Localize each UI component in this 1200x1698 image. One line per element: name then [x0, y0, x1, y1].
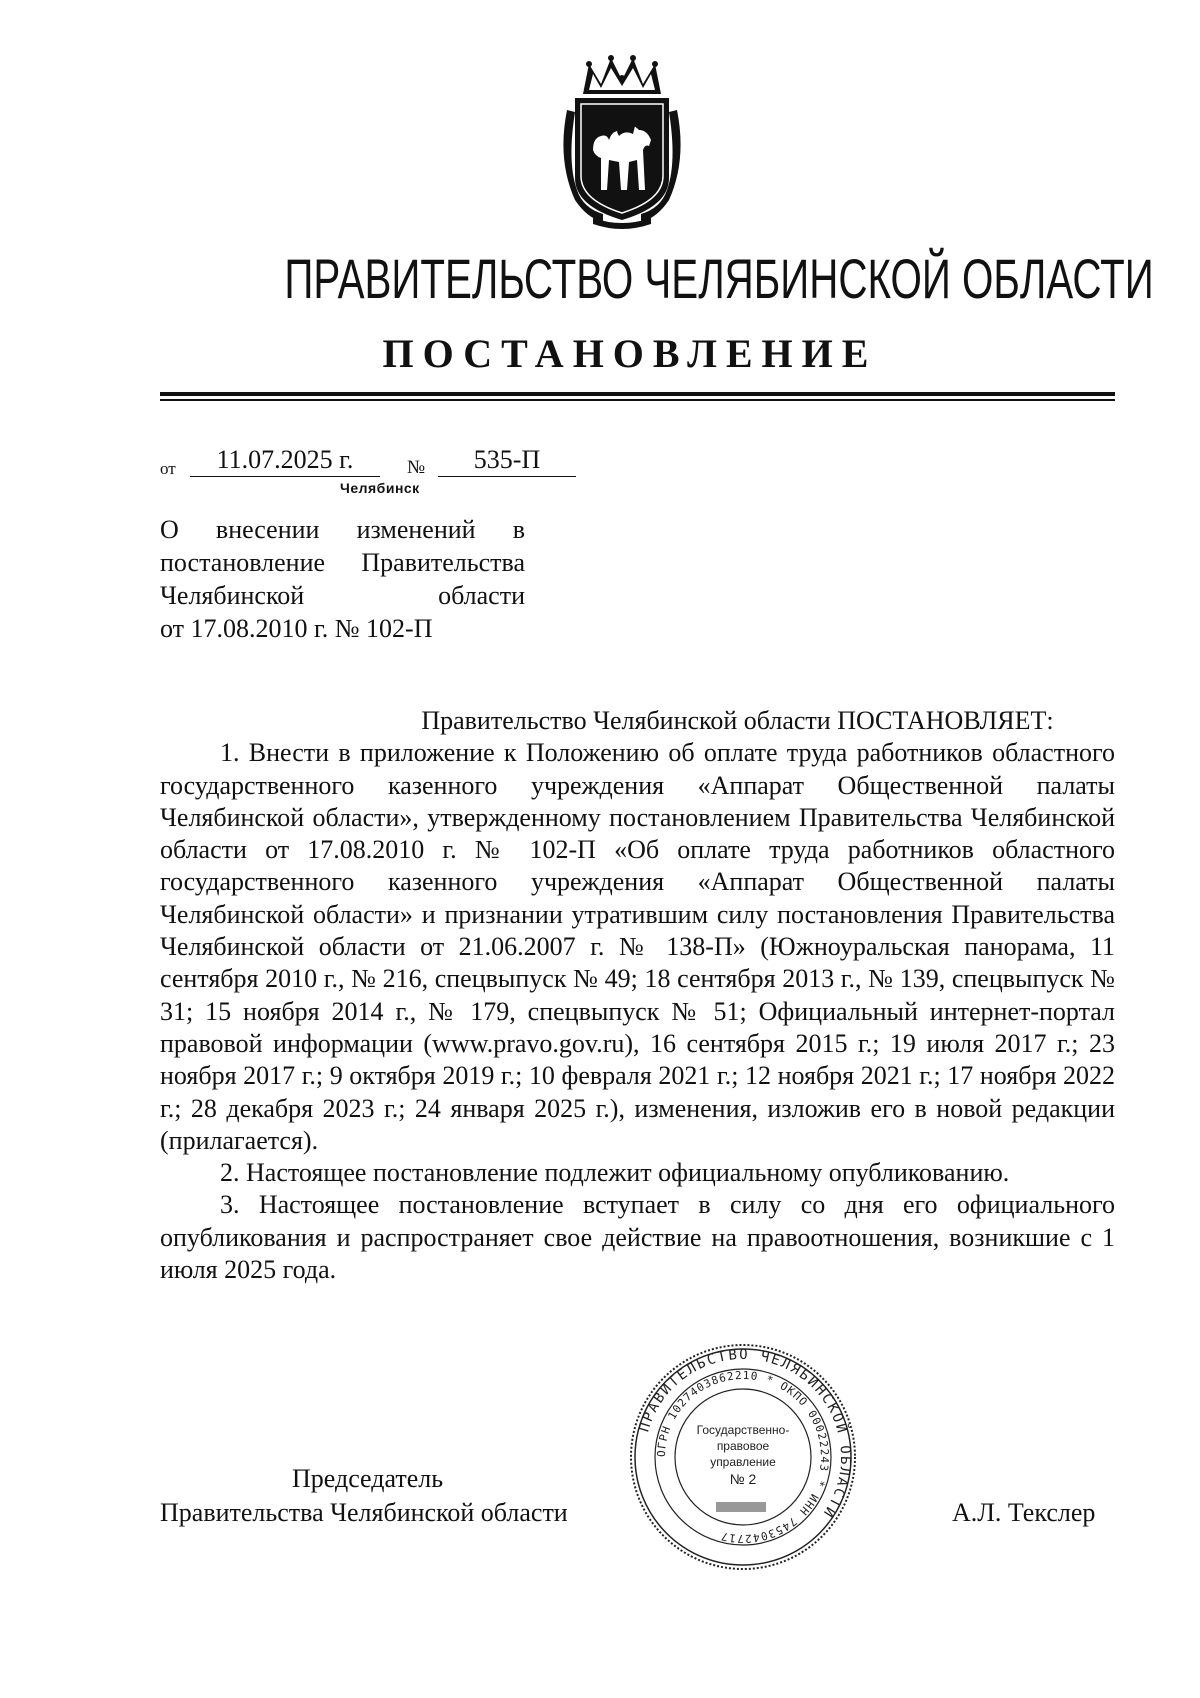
coat-of-arms-emblem: [553, 50, 691, 230]
seal-center-line3: управление: [710, 1455, 776, 1469]
document-date: 11.07.2025 г.: [190, 445, 380, 477]
seal-inner-text: ОГРН 1027403862210 * ОКПО 00022243 * ИНН 7453042717: [654, 1368, 832, 1546]
body-paragraph-1: 1. Внести в приложение к Положению об оплате труда работников областного государственного казенного учреждения «Аппарат Общественной палаты Челябинской области», утвержденному постановлением Правительства Челябинской области от 17.08.2010 г. № 102-П «Об оплате труда работников областного государственного казенного учреждения «Аппарат Общественной палаты Челябинской области» и признании утратившим силу постановления Правительства Челябинской области от 21.06.2007 г. № 138-П» (Южноуральская панорама, 11 сентября 2010 г., № 216, спецвыпуск № 49; 18 сентября 2013 г., № 139, спецвыпуск № 31; 15 ноября 2014 г., № 179, спецвыпуск № 51; Официальный интернет-портал правовой информации (www.pravo.gov.ru), 16 сентября 2015 г.; 19 июля 2017 г.; 23 ноября 2017 г.; 9 октября 2019 г.; 10 февраля 2021 г.; 12 ноября 2021 г.; 17 ноября 2022 г.; 28 декабря 2023 г.; 24 января 2025 г.), изменения, изложив его в новой редакции (прилагается).: [160, 738, 1115, 1155]
seal-center-line2: правовое: [716, 1439, 770, 1453]
body-paragraph-3: 3. Настоящее постановление вступает в силу со дня его официального опубликования и распространяет свое действие на правоотношения, возникшие с 1 июля 2025 года.: [160, 1190, 1115, 1285]
signatory-name: А.Л. Текслер: [952, 1498, 1096, 1527]
document-body: [160, 705, 1115, 1286]
date-prefix: от: [160, 459, 176, 478]
signatory-position-line1: Председатель: [292, 1464, 444, 1493]
number-prefix: №: [407, 457, 426, 478]
seal-smudge: [716, 1502, 766, 1512]
body-paragraph-2: 2. Настоящее постановление подлежит официальному опубликованию.: [220, 1158, 1010, 1188]
header-divider-thick: [160, 392, 1115, 396]
subject-line: Челябинской области: [160, 581, 525, 610]
official-seal-stamp: [628, 1342, 858, 1572]
subject-line: постановление Правительства: [160, 548, 525, 577]
government-title: ПРАВИТЕЛЬСТВО ЧЕЛЯБИНСКОЙ ОБЛАСТИ: [284, 247, 1154, 310]
seal-center-line4: № 2: [729, 1471, 757, 1487]
subject-line: от 17.08.2010 г. № 102-П: [160, 614, 433, 643]
subject-line: О внесении изменений в: [160, 515, 525, 544]
body-preamble: Правительство Челябинской области ПОСТАНОВЛЯЕТ:: [421, 706, 1054, 735]
seal-center-line1: Государственно-: [696, 1423, 790, 1437]
document-city: Челябинск: [340, 480, 420, 496]
signatory-position-line2: Правительства Челябинской области: [160, 1498, 568, 1527]
document-meta-row: [160, 445, 600, 485]
document-subject: [160, 513, 525, 645]
document-type-title: ПОСТАНОВЛЕНИЕ: [382, 331, 878, 376]
signatory-position: [160, 1462, 600, 1530]
document-number: 535-П: [438, 445, 576, 477]
seal-outer-text: ПРАВИТЕЛЬСТВО ЧЕЛЯБИНСКОЙ ОБЛАСТИ: [636, 1346, 854, 1522]
header-divider-thin: [160, 399, 1115, 401]
